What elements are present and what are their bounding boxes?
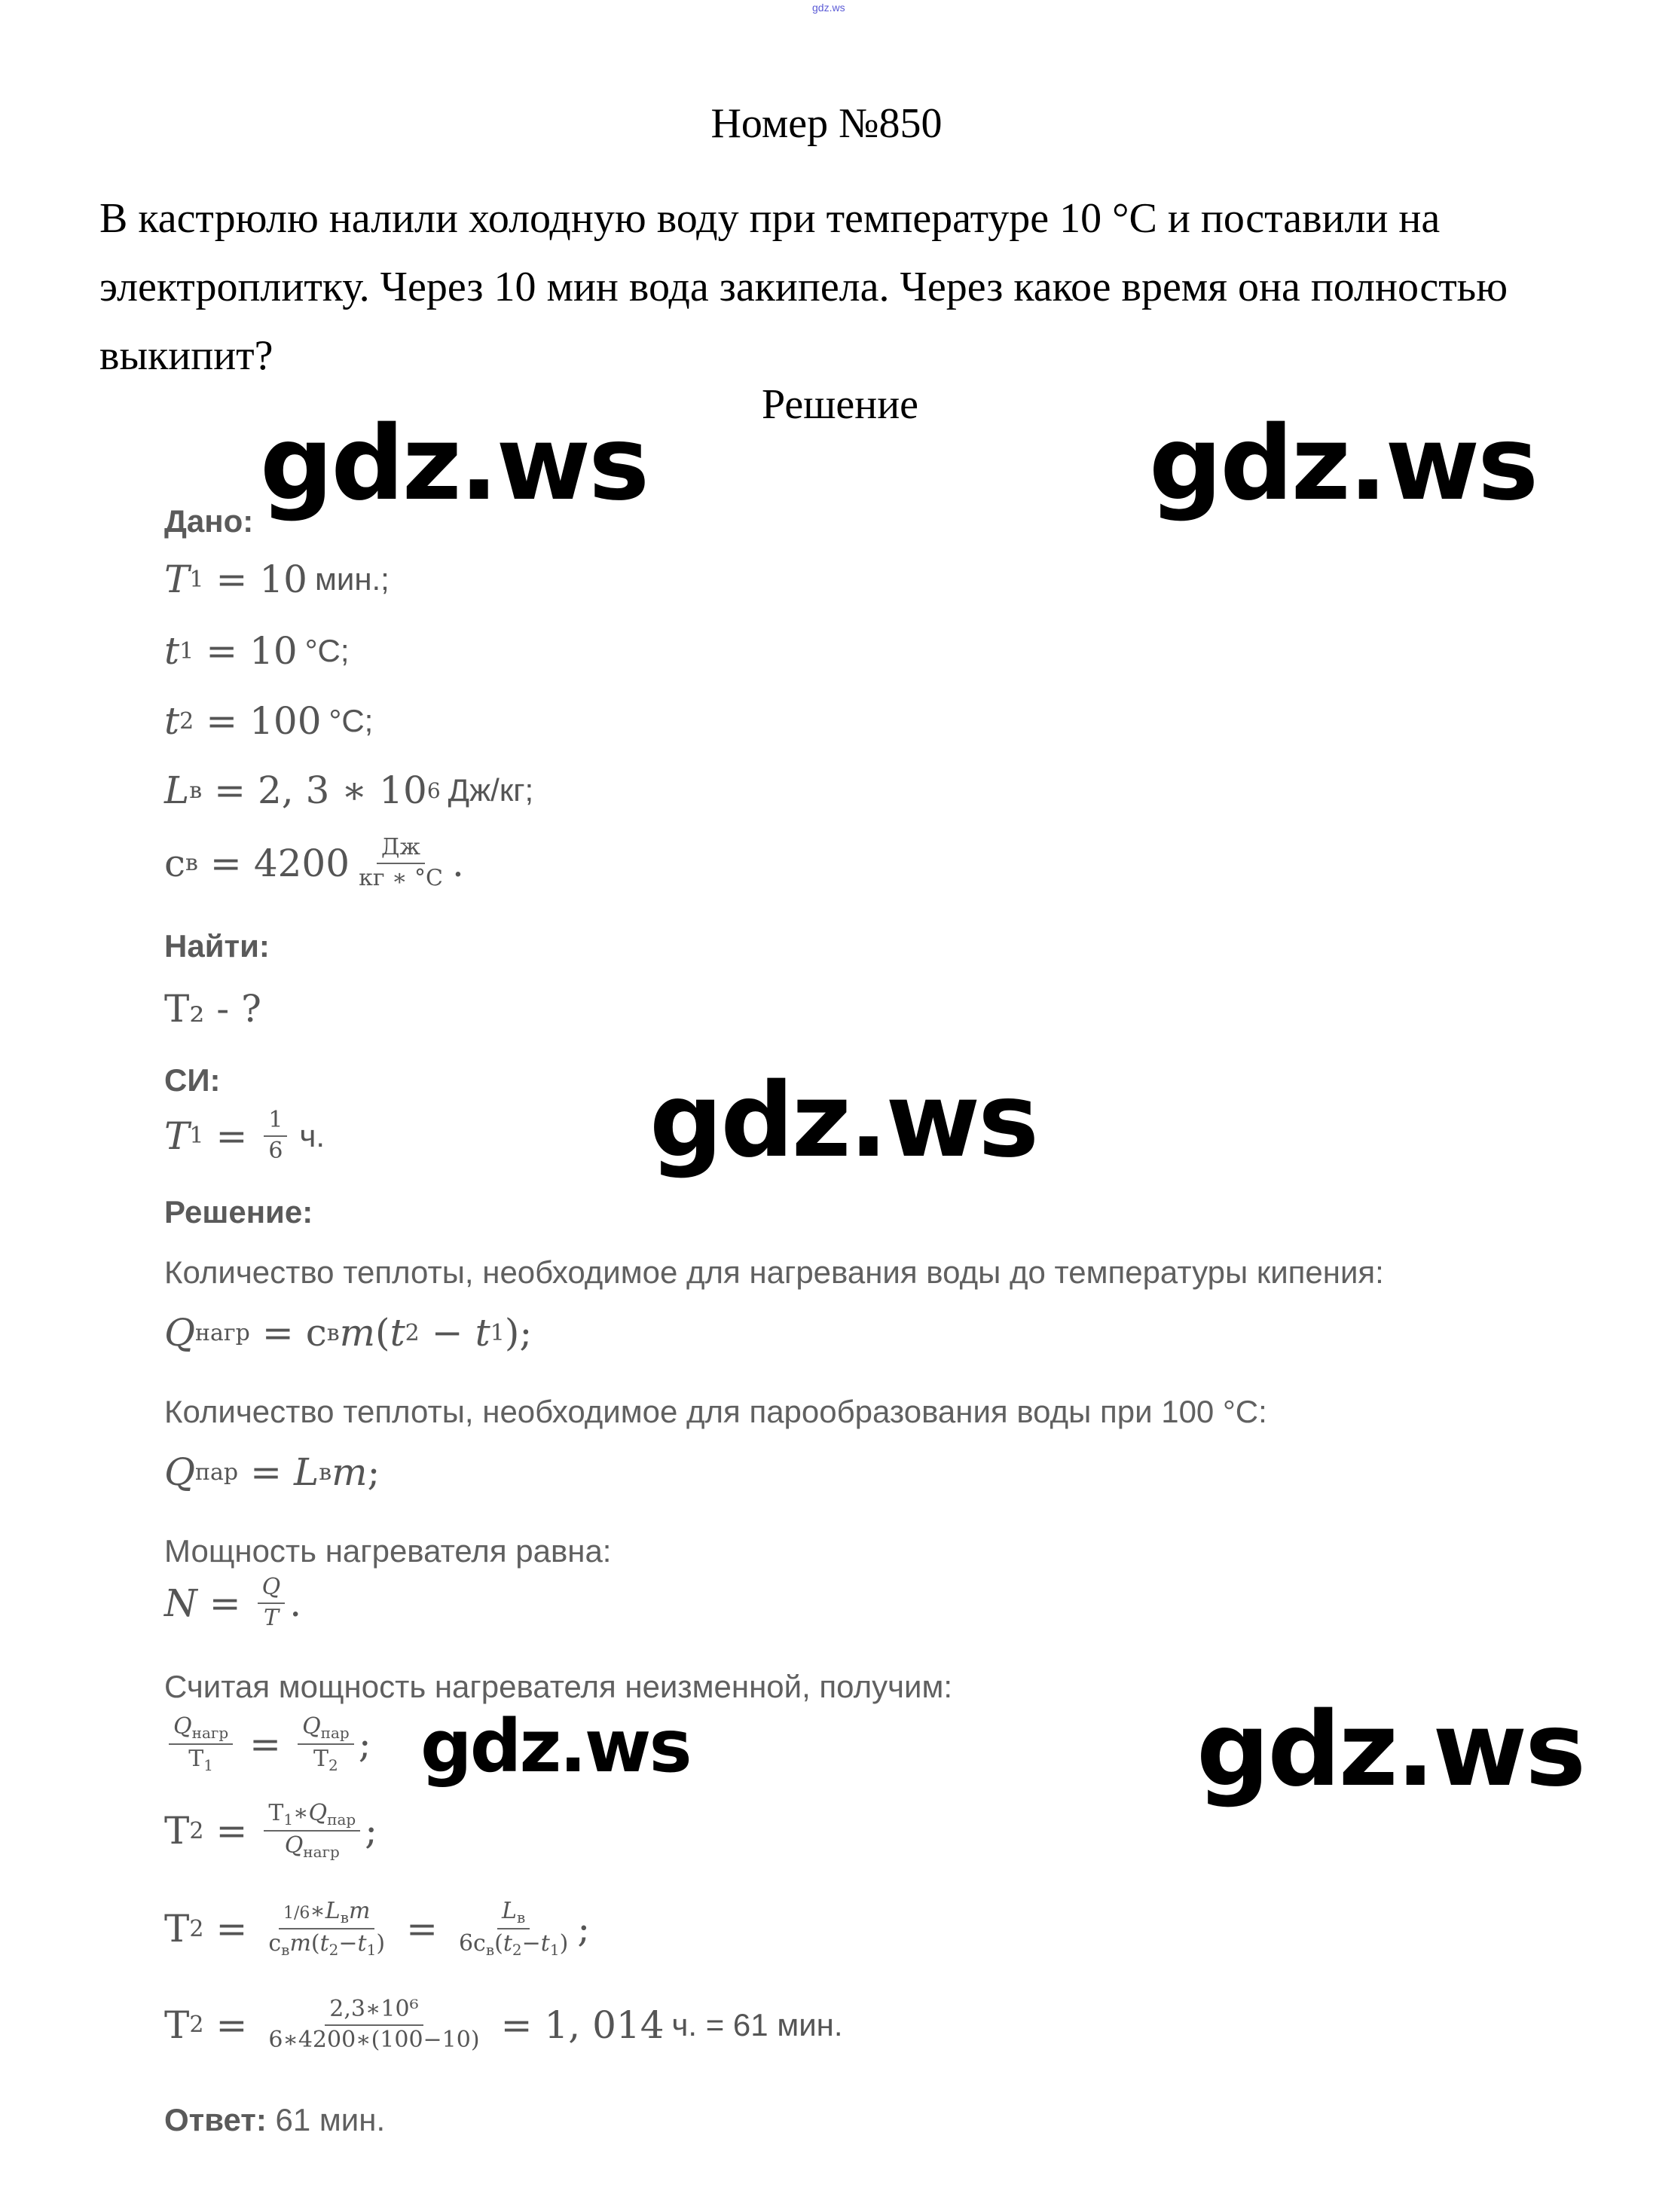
- watermark-1: gdz.ws: [260, 405, 648, 524]
- solution-text-4: Считая мощность нагревателя неизменной, получим:: [164, 1669, 953, 1704]
- given-t1: t 1 = 10 °С;: [164, 629, 350, 673]
- page-title: Номер №850: [710, 100, 943, 147]
- si-value: T 1 = $\frac{1}{6}$ ч.: [164, 1107, 325, 1164]
- watermark-3: gdz.ws: [649, 1062, 1037, 1181]
- given-L: L в = 2, 3 ∗ 10 6 Дж/кг;: [164, 768, 534, 812]
- si-label: СИ:: [164, 1062, 221, 1098]
- formula-q-heat: Q нагр = c в m ( t 2 − t 1 );: [164, 1311, 533, 1355]
- formula-ratio: $\frac{Q_{нагр}}{T_1}$ = $\frac{Q_{пар}}{T_2}$ ;: [164, 1714, 371, 1774]
- given-t2: t 2 = 100 °С;: [164, 699, 374, 743]
- small-watermark: gdz.ws: [812, 2, 845, 14]
- solution-text-2: Количество теплоты, необходимое для парообразования воды при 100 °С:: [164, 1394, 1267, 1429]
- solution-label: Решение:: [164, 1194, 313, 1230]
- given-label: Дано:: [164, 503, 254, 539]
- formula-T2-substituted: T 2 = $\frac{1/6∗L_вm}{c_вm(t_2-t_1)}$ = $\frac{L_в}{6c_в(t_2-t_1)}$ ;: [164, 1898, 591, 1959]
- answer: [164, 2102, 385, 2138]
- formula-T2-general: T 2 = $\frac{T_1∗Q_{пар}}{Q_{нагр}}$ ;: [164, 1800, 378, 1861]
- watermark-4: gdz.ws: [420, 1704, 690, 1789]
- find-value: T₂ - ?: [164, 987, 261, 1031]
- find-label: Найти:: [164, 928, 270, 964]
- watermark-5: gdz.ws: [1196, 1691, 1584, 1810]
- solution-text-1: Количество теплоты, необходимое для нагревания воды до температуры кипения:: [164, 1254, 1384, 1290]
- watermark-2: gdz.ws: [1149, 405, 1537, 524]
- answer-label: Ответ:: [164, 2102, 267, 2137]
- solution-text-3: Мощность нагревателя равна:: [164, 1533, 612, 1569]
- formula-T2-numeric: T 2 = $\frac{\text{2,3∗10⁶}}{6∗4200∗(100-10)}$ = 1, 014 ч. = 61 мин.: [164, 1996, 843, 2053]
- solution-heading: Решение: [761, 381, 919, 428]
- answer-value: 61 мин.: [275, 2102, 386, 2137]
- given-T1: T 1 = 10 мин.;: [164, 558, 390, 601]
- given-c: c в = 4200 $\frac{Дж}{кг ∗ ^\circ С}$ .: [164, 834, 464, 891]
- formula-power: N = $\frac{Q}{T}$ .: [164, 1574, 302, 1631]
- problem-statement: В кастрюлю налили холодную воду при температуре 10 °С и поставили на электроплитку. Через 10 мин вода закипела. Через какое время она полностью выкипит?: [99, 195, 1508, 379]
- formula-q-vapor: Q пар = L в m ;: [164, 1450, 380, 1494]
